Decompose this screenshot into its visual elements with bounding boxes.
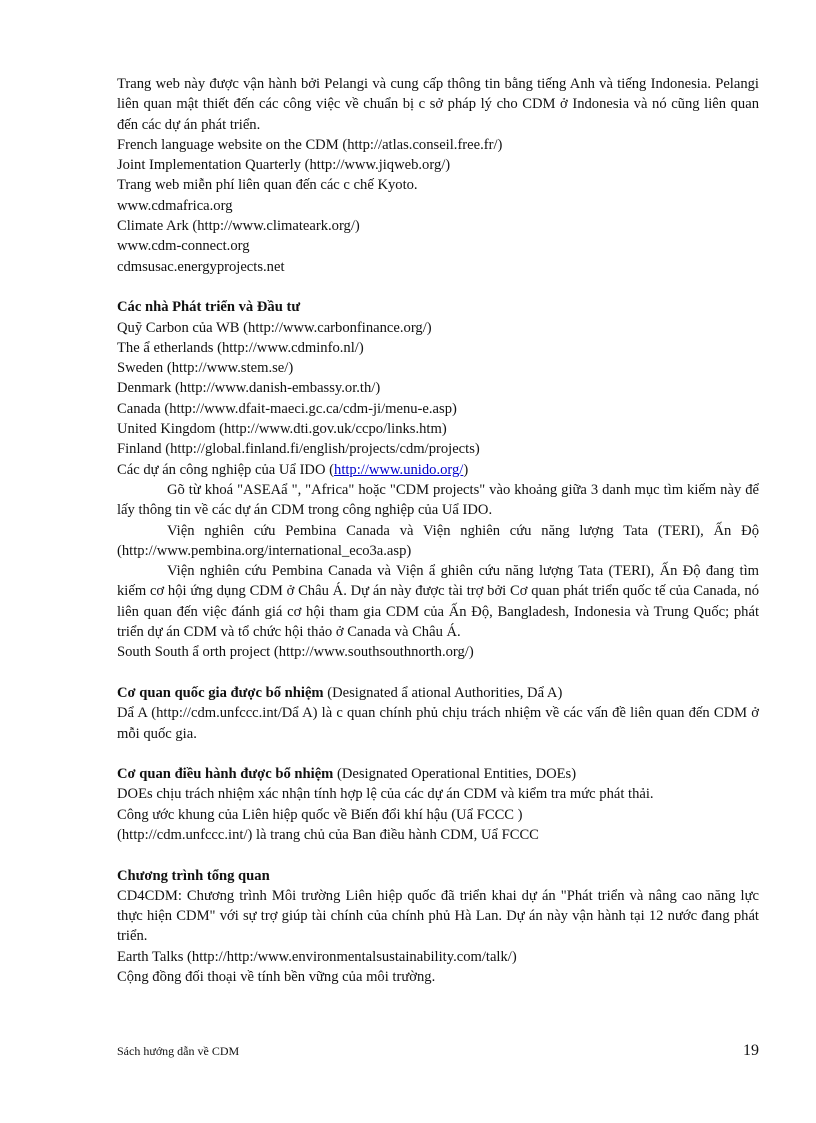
page-number: 19 [743, 1042, 759, 1059]
developer-item-uk: United Kingdom (http://www.dti.gov.uk/ccpo/links.htm) [117, 421, 447, 438]
doe-heading-suffix: (Designated Operational Entities, DOEs) [333, 766, 577, 783]
dna-heading-line [117, 683, 759, 703]
website-item-jiq: Joint Implementation Quarterly (http://www.jiqweb.org/) [117, 157, 451, 174]
dna-heading: Cơ quan quốc gia được bổ nhiệm [117, 684, 324, 701]
footer-title: Sách hướng dẫn về CDM [117, 1044, 240, 1058]
unido-prefix: Các dự án công nghiệp của Uẩ IDO ( [117, 461, 335, 478]
dna-heading-suffix: (Designated ẩ ational Authorities, Dẩ A) [323, 684, 563, 701]
pelangi-paragraph: Trang web này được vận hành bởi Pelangi và cung cấp thông tin bằng tiếng Anh và tiếng Indonesia. Pelangi liên quan mật thiết đến các công việc về chuẩn bị c sở pháp lý cho CDM ở Indonesia và nó cũng liên quan đến các dự án phát triển. [117, 76, 759, 133]
pembina-description: Viện nghiên cứu Pembina Canada và Viện ẩ ghiên cứu năng lượng Tata (TERI), Ấn Độ đang tìm kiếm cơ hội ứng dụng CDM ở Châu Á. Dự án này được tài trợ bởi Cơ quan phát triển quốc tế của Canada, nó liên quan đến việc đánh giá cơ hội tham gia CDM của Ấn Độ, Bangladesh, Indonesia và Trung Quốc; phát triển dự án CDM và tổ chức hội thảo ở Canada và Châu Á. [117, 563, 759, 641]
developers-heading: Các nhà Phát triển và Đầu tư [117, 299, 301, 316]
doe-heading-line [117, 764, 759, 784]
doe-heading: Cơ quan điều hành được bổ nhiệm [117, 766, 334, 783]
website-item-cdmafrica: www.cdmafrica.org [117, 197, 233, 214]
keyword-paragraph: Gõ từ khoá "ASEAẩ ", "Africa" hoặc "CDM projects" vào khoảng giữa 3 danh mục tìm kiếm này để lấy thông tin về các dự án CDM trong công nghiệp của Uẩ IDO. [117, 481, 759, 519]
south-south-item: South South ẩ orth project (http://www.southsouthnorth.org/) [117, 644, 474, 661]
cd4cdm-paragraph: CD4CDM: Chương trình Môi trường Liên hiệp quốc đã triển khai dự án "Phát triển và nâng cao năng lực thực hiện CDM" với sự trợ giúp tài chính của chính phủ Hà Lan. Dự án này vận hành tại 12 nước đang phát triển. [117, 887, 759, 945]
overview-heading: Chương trình tổng quan [117, 867, 270, 884]
doe-line: (http://cdm.unfccc.int/) là trang chủ của Ban điều hành CDM, Uẩ FCCC [117, 826, 539, 843]
dna-text: Dẩ A (http://cdm.unfccc.int/Dẩ A) là c quan chính phủ chịu trách nhiệm về các vấn đề liên quan đến CDM ở mỗi quốc gia. [117, 705, 759, 742]
website-item-french: French language website on the CDM (http://atlas.conseil.free.fr/) [117, 136, 503, 153]
earth-talks-item: Earth Talks (http://http:/www.environmentalsustainability.com/talk/) [117, 948, 517, 965]
pembina-paragraph: Viện nghiên cứu Pembina Canada và Viện nghiên cứu năng lượng Tata (TERI), Ấn Độ (http://www.pembina.org/international_eco3a.asp) [117, 522, 759, 559]
section-gap [117, 277, 759, 297]
developer-item-finland: Finland (http://global.finland.fi/english/projects/cdm/projects) [117, 441, 480, 458]
website-item-cdmsusac: cdmsusac.energyprojects.net [117, 258, 285, 275]
page-content [117, 74, 759, 987]
community-item: Cộng đồng đối thoại về tính bền vững của môi trường. [117, 969, 436, 986]
doe-line: Công ước khung của Liên hiệp quốc về Biến đổi khí hậu (Uẩ FCCC ) [117, 806, 523, 823]
website-item-climateark: Climate Ark (http://www.climateark.org/) [117, 218, 360, 235]
developer-item-sweden: Sweden (http://www.stem.se/) [117, 360, 294, 377]
unido-suffix: ) [463, 461, 469, 478]
doe-line: DOEs chịu trách nhiệm xác nhận tính hợp lệ của các dự án CDM và kiểm tra mức phát thải. [117, 786, 654, 803]
section-gap [117, 744, 759, 764]
developer-item-netherlands: The ẩ etherlands (http://www.cdminfo.nl/) [117, 339, 364, 356]
developer-item-canada: Canada (http://www.dfait-maeci.gc.ca/cdm-ji/menu-e.asp) [117, 400, 457, 417]
unido-link[interactable]: http://www.unido.org/ [334, 461, 464, 478]
section-gap [117, 663, 759, 683]
developer-item-unido [117, 460, 759, 480]
section-gap [117, 845, 759, 865]
developer-item-denmark: Denmark (http://www.danish-embassy.or.th/) [117, 380, 381, 397]
developer-item-wb: Quỹ Carbon của WB (http://www.carbonfinance.org/) [117, 319, 432, 336]
website-item-kyoto: Trang web miễn phí liên quan đến các c chế Kyoto. [117, 177, 418, 194]
website-item-cdmconnect: www.cdm-connect.org [117, 238, 250, 255]
